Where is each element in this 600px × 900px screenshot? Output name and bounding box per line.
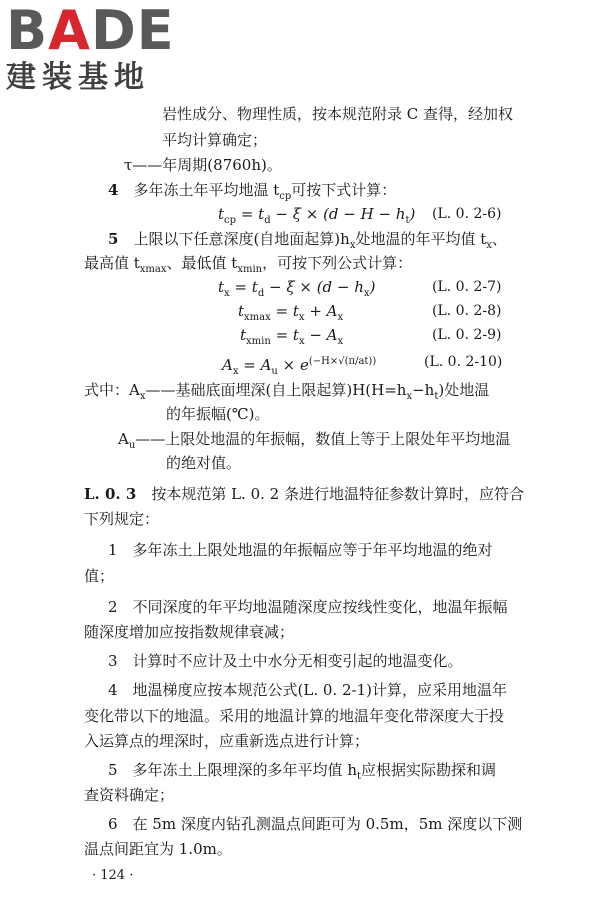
text-line: 岩性成分、物理性质，按本规范附录 C 查得，经加权 [162, 105, 514, 123]
text-line: 3 计算时不应计及土中水分无相变引起的地温变化。 [108, 652, 463, 670]
equation-number: (L. 0. 2-8) [432, 303, 502, 319]
equation-l026: $t_{cp} = t_d - \xi \times (d - H - h_t)$ [218, 205, 416, 226]
text-line: 值； [84, 567, 115, 585]
item-5: 5 上限以下任意深度(自地面起算)$h_x$处地温的年平均值 $t_x$、 [108, 230, 507, 251]
text-line: 的绝对值。 [166, 454, 242, 472]
text-line: 式中：$A_x——$基础底面埋深(自上限起算)$H(H=h_x-h_t)$处地温 [84, 381, 490, 402]
equation-number: (L. 0. 2-7) [432, 279, 502, 295]
text-line: 5 多年冻土上限埋深的多年平均值 $h_t$应根据实际勘探和调 [108, 761, 497, 782]
text-line: 6 在 5m 深度内钻孔测温点间距可为 0.5m，5m 深度以下测 [108, 815, 523, 833]
text-line: 变化带以下的地温。采用的地温计算的地温年变化带深度大于投 [84, 707, 505, 725]
page-number: · 124 · [92, 868, 134, 883]
equation-l028: $t_{xmax} = t_x + A_x$ [238, 302, 344, 323]
text-line: 随深度增加应按指数规律衰减； [84, 623, 295, 641]
logo-chinese: 建装基地 [6, 60, 150, 95]
item-4: 4 多年冻土年平均地温 $t_{cp}$可按下式计算： [108, 181, 397, 202]
logo-wordmark: BADE [6, 0, 175, 62]
text-line: 4 地温梯度应按本规范公式(L. 0. 2-1)计算，应采用地温年 [108, 681, 507, 699]
text-line: 的年振幅(℃)。 [166, 405, 270, 423]
text-line: τ——年周期(8760h)。 [124, 156, 282, 174]
text-line: 温点间距宜为 1.0m。 [84, 840, 232, 858]
text-line: 最高值 $t_{xmax}$、最低值 $t_{xmin}$，可按下列公式计算： [84, 254, 413, 275]
text-line: 1 多年冻土上限处地温的年振幅应等于年平均地温的绝对 [108, 541, 493, 559]
equation-l029: $t_{xmin} = t_x - A_x$ [240, 326, 344, 347]
equation-number: (L. 0. 2-9) [432, 327, 502, 343]
equation-number: (L. 0. 2-6) [432, 206, 502, 222]
text-line: 查资料确定； [84, 786, 175, 804]
brand-logo [6, 0, 181, 96]
text-line: $A_u——$上限处地温的年振幅，数值上等于上限处年平均地温 [118, 430, 511, 451]
equation-number: (L. 0. 2-10) [424, 354, 503, 370]
section-l03: L. 0. 3 按本规范第 L. 0. 2 条进行地温特征参数计算时，应符合 [84, 485, 524, 503]
text-line: 平均计算确定； [162, 131, 268, 149]
equation-l0210: $A_x = A_u \times e^{(-H\times√(\pi/at))}$ [222, 356, 377, 377]
text-line: 2 不同深度的年平均地温随深度应按线性变化，地温年振幅 [108, 598, 508, 616]
text-line: 入运算点的埋深时，应重新选点进行计算； [84, 732, 370, 750]
equation-l027: $t_x = t_d - \xi \times (d - h_x)$ [218, 278, 376, 299]
text-line: 下列规定： [84, 510, 160, 528]
